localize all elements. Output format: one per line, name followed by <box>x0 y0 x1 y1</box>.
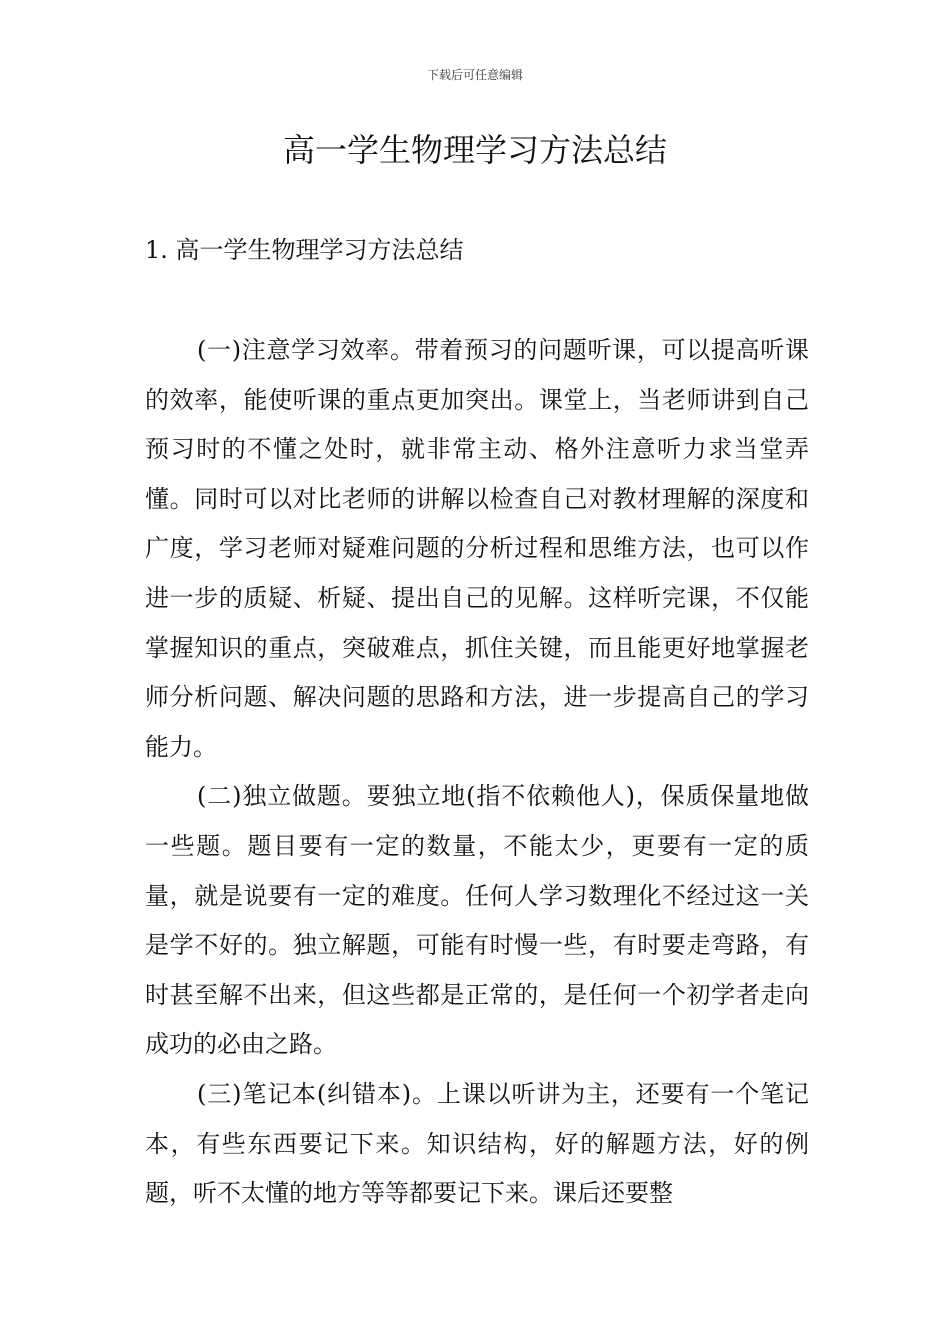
paragraph-efficiency: (一)注意学习效率。带着预习的问题听课，可以提高听课的效率，能使听课的重点更加突出。课堂上，当老师讲到自己预习时的不懂之处时，就非常主动、格外注意听力求当堂弄懂。同时可以对比老师的讲解以检查自己对教材理解的深度和广度，学习老师对疑难问题的分析过程和思维方法，也可以作进一步的质疑、析疑、提出自己的见解。这样听完课，不仅能掌握知识的重点，突破难点，抓住关键，而且能更好地掌握老师分析问题、解决问题的思路和方法，进一步提高自己的学习能力。 <box>145 336 809 761</box>
section-heading: 1. 高一学生物理学习方法总结 <box>145 236 464 264</box>
paragraph-independent-work: (二)独立做题。要独立地(指不依赖他人)，保质保量地做一些题。题目要有一定的数量，不能太少，更要有一定的质量，就是说要有一定的难度。任何人学习数理化不经过这一关是学不好的。独立解题，可能有时慢一些，有时要走弯路，有时甚至解不出来，但这些都是正常的，是任何一个初学者走向成功的必由之路。 <box>145 782 809 1059</box>
document-body <box>145 326 809 1219</box>
download-note: 下载后可任意编辑 <box>426 68 523 82</box>
document-title: 高一学生物理学习方法总结 <box>282 131 667 169</box>
paragraph-notebook: (三)笔记本(纠错本)。上课以听讲为主，还要有一个笔记本，有些东西要记下来。知识结构，好的解题方法，好的例题，听不太懂的地方等等都要记下来。课后还要整 <box>145 1079 809 1208</box>
